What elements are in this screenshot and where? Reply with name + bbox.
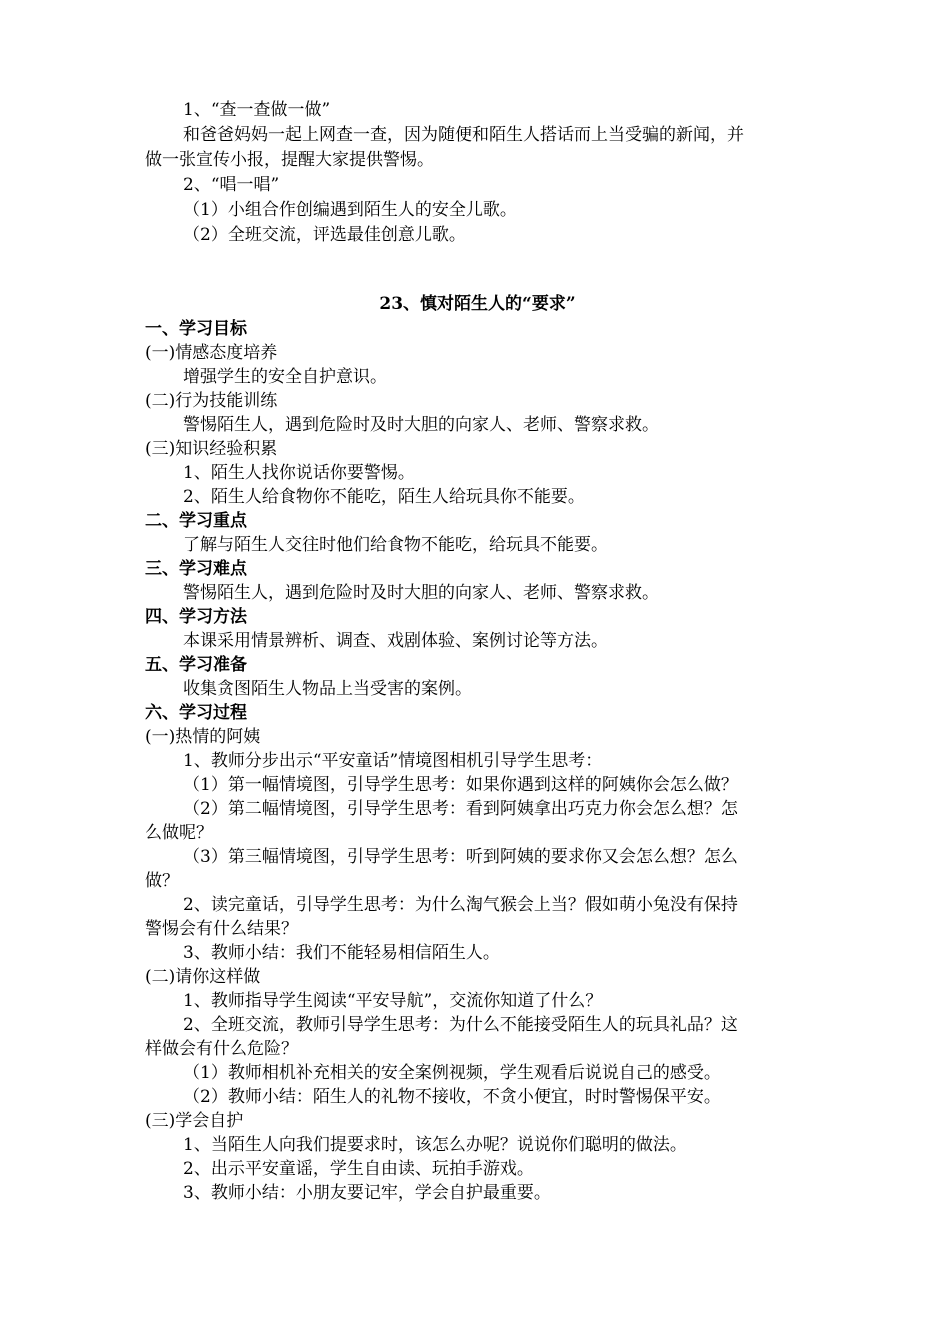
section-4-heading: 四、学习方法 xyxy=(145,607,247,627)
section-1-sub-c: (三)知识经验积累 xyxy=(145,439,278,459)
section-6-sub-b: (二)请你这样做 xyxy=(145,967,261,987)
section-6-sub-a-item-1: 1、教师分步出示“平安童话”情境图相机引导学生思考： xyxy=(183,751,603,771)
activity-2-heading: 2、“唱一唱” xyxy=(183,175,280,195)
section-6-heading: 六、学习过程 xyxy=(145,703,247,723)
activity-1-heading: 1、“查一查做一做” xyxy=(183,100,331,120)
section-5-text: 收集贪图陌生人物品上当受害的案例。 xyxy=(183,679,472,699)
section-2-heading: 二、学习重点 xyxy=(145,511,247,531)
section-6-sub-a-item-2: 2、读完童话，引导学生思考：为什么淘气猴会上当？假如萌小兔没有保持 xyxy=(183,895,738,915)
section-1-sub-b: (二)行为技能训练 xyxy=(145,391,278,411)
section-1-sub-a: (一)情感态度培养 xyxy=(145,343,278,363)
activity-2-item-2: （2）全班交流，评选最佳创意儿歌。 xyxy=(183,225,466,245)
section-1-heading: 一、学习目标 xyxy=(145,319,247,339)
section-6-sub-b-item-2-1: （1）教师相机补充相关的安全案例视频，学生观看后说说自己的感受。 xyxy=(183,1063,721,1083)
section-6-sub-c: (三)学会自护 xyxy=(145,1111,244,1131)
section-6-sub-b-item-2-2: （2）教师小结：陌生人的礼物不接收，不贪小便宜，时时警惕保平安。 xyxy=(183,1087,721,1107)
section-5-heading: 五、学习准备 xyxy=(145,655,247,675)
section-6-sub-a-item-1-1: （1）第一幅情境图，引导学生思考：如果你遇到这样的阿姨你会怎么做？ xyxy=(183,775,738,795)
section-3-text: 警惕陌生人，遇到危险时及时大胆的向家人、老师、警察求救。 xyxy=(183,583,659,603)
section-6-sub-a-item-1-2-cont: 么做呢？ xyxy=(145,823,213,843)
activity-2-item-1: （1）小组合作创编遇到陌生人的安全儿歌。 xyxy=(183,200,517,220)
section-1-sub-c-item-1: 1、陌生人找你说话你要警惕。 xyxy=(183,463,415,483)
section-6-sub-c-item-3: 3、教师小结：小朋友要记牢，学会自护最重要。 xyxy=(183,1183,551,1203)
section-1-sub-a-text: 增强学生的安全自护意识。 xyxy=(183,367,387,387)
section-2-text: 了解与陌生人交往时他们给食物不能吃，给玩具不能要。 xyxy=(183,535,608,555)
section-6-sub-b-item-1: 1、教师指导学生阅读“平安导航”，交流你知道了什么？ xyxy=(183,991,603,1011)
section-1-sub-b-text: 警惕陌生人，遇到危险时及时大胆的向家人、老师、警察求救。 xyxy=(183,415,659,435)
section-6-sub-a-item-1-2: （2）第二幅情境图，引导学生思考：看到阿姨拿出巧克力你会怎么想？怎 xyxy=(183,799,738,819)
activity-1-text: 和爸爸妈妈一起上网查一查，因为随便和陌生人搭话而上当受骗的新闻，并 xyxy=(183,125,744,145)
section-6-sub-b-item-2-cont: 样做会有什么危险？ xyxy=(145,1039,298,1059)
activity-1-text-cont: 做一张宣传小报，提醒大家提供警惕。 xyxy=(145,150,434,170)
section-6-sub-a-item-1-3-cont: 做？ xyxy=(145,871,179,891)
section-6-sub-a-item-2-cont: 警惕会有什么结果？ xyxy=(145,919,298,939)
section-6-sub-a: (一)热情的阿姨 xyxy=(145,727,261,747)
section-6-sub-a-item-3: 3、教师小结：我们不能轻易相信陌生人。 xyxy=(183,943,500,963)
section-6-sub-b-item-2: 2、全班交流，教师引导学生思考：为什么不能接受陌生人的玩具礼品？这 xyxy=(183,1015,738,1035)
section-1-sub-c-item-2: 2、陌生人给食物你不能吃，陌生人给玩具你不能要。 xyxy=(183,487,585,507)
lesson-title: 23、慎对陌生人的“要求” xyxy=(379,294,576,314)
section-4-text: 本课采用情景辨析、调查、戏剧体验、案例讨论等方法。 xyxy=(183,631,608,651)
section-3-heading: 三、学习难点 xyxy=(145,559,247,579)
section-6-sub-c-item-1: 1、当陌生人向我们提要求时，该怎么办呢？说说你们聪明的做法。 xyxy=(183,1135,687,1155)
section-6-sub-c-item-2: 2、出示平安童谣，学生自由读、玩拍手游戏。 xyxy=(183,1159,534,1179)
section-6-sub-a-item-1-3: （3）第三幅情境图，引导学生思考：听到阿姨的要求你又会怎么想？怎么 xyxy=(183,847,738,867)
